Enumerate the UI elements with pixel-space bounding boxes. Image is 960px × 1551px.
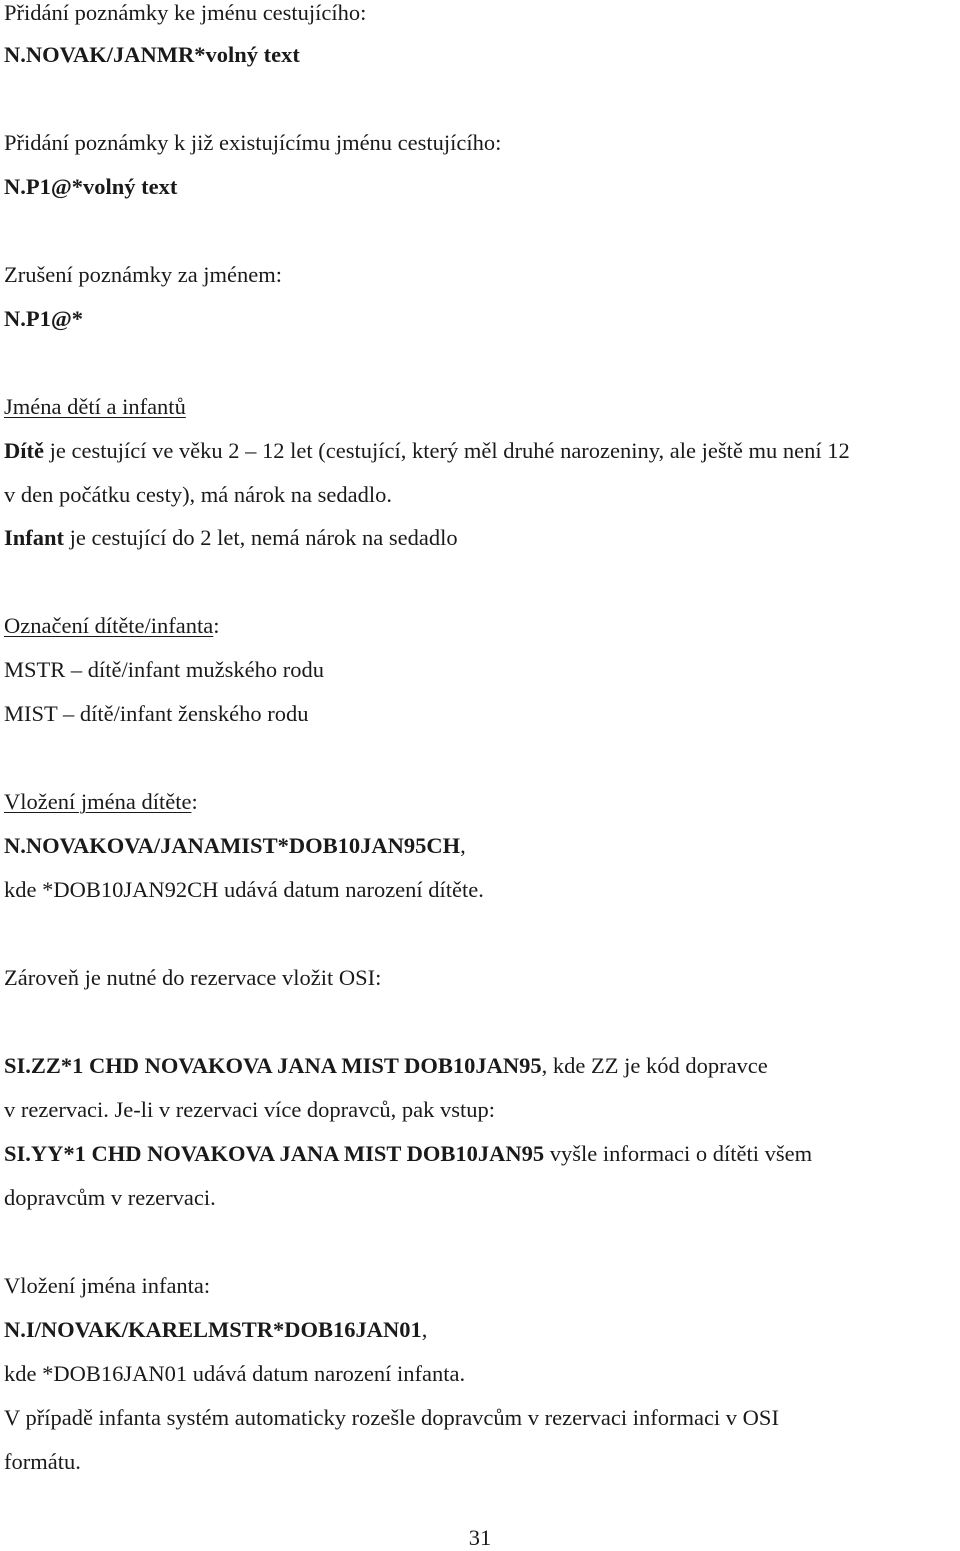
command-example — [4, 306, 83, 332]
section-heading-children-infants: Jména dětí a infantů — [4, 394, 186, 419]
osi-text: , kde ZZ je kód dopravce — [541, 1053, 768, 1078]
mist-definition: MIST – dítě/infant ženského rodu — [4, 701, 309, 726]
infant-osi-note: V případě infanta systém automaticky rozešle dopravcům v rezervaci informaci v OSI — [4, 1405, 779, 1430]
section-heading-add-note-existing: Přidání poznámky k již existujícímu jménu cestujícího: — [4, 130, 502, 155]
command-code: N.P1@*volný text — [4, 174, 178, 199]
heading-colon: : — [213, 613, 220, 638]
infant-term: Infant — [4, 525, 65, 550]
osi-intro: Zároveň je nutné do rezervace vložit OSI: — [4, 965, 382, 990]
infant-definition-text: je cestující do 2 let, nemá nárok na sedadlo — [64, 525, 458, 550]
child-definition-text: je cestující ve věku 2 – 12 let (cestující, který měl druhé narozeniny, ale ještě mu není 12 — [43, 438, 850, 463]
heading-text: Vložení jména dítěte — [4, 789, 192, 814]
section-heading-child-marking — [4, 613, 220, 639]
mstr-definition: MSTR – dítě/infant mužského rodu — [4, 657, 324, 682]
command-example — [4, 833, 466, 859]
command-code: N.I/NOVAK/KARELMSTR*DOB16JAN01 — [4, 1317, 422, 1342]
section-heading-child-name — [4, 789, 198, 815]
infant-osi-note-continued: formátu. — [4, 1449, 81, 1474]
section-heading-infant-name: Vložení jména infanta: — [4, 1273, 211, 1298]
command-suffix: , — [460, 833, 466, 858]
command-code: N.NOVAKOVA/JANAMIST*DOB10JAN95CH — [4, 833, 461, 858]
command-note: kde *DOB16JAN01 udává datum narození infanta. — [4, 1361, 466, 1386]
osi-example-all — [4, 1141, 812, 1167]
osi-text: vyšle informaci o dítěti všem — [544, 1141, 813, 1166]
command-example — [4, 1317, 427, 1343]
infant-definition — [4, 525, 458, 551]
osi-text-continued: dopravcům v rezervaci. — [4, 1185, 216, 1210]
osi-text-continued: v rezervaci. Je-li v rezervaci více dopravců, pak vstup: — [4, 1097, 496, 1122]
command-code: N.NOVAK/JANMR*volný text — [4, 42, 300, 67]
child-definition — [4, 438, 850, 464]
section-heading-add-note: Přidání poznámky ke jménu cestujícího: — [4, 0, 367, 25]
command-note: kde *DOB10JAN92CH udává datum narození dítěte. — [4, 877, 484, 902]
section-heading-cancel-note: Zrušení poznámky za jménem: — [4, 262, 283, 287]
page-number: 31 — [468, 1525, 492, 1550]
command-suffix: , — [421, 1317, 428, 1342]
command-code: SI.ZZ*1 CHD NOVAKOVA JANA MIST DOB10JAN95 — [4, 1053, 542, 1078]
heading-text: Označení dítěte/infanta — [4, 613, 214, 638]
command-code: SI.YY*1 CHD NOVAKOVA JANA MIST DOB10JAN95 — [4, 1141, 545, 1166]
command-example — [4, 174, 177, 200]
child-term: Dítě — [4, 438, 44, 463]
command-example — [4, 42, 300, 68]
child-definition-continued: v den počátku cesty), má nárok na sedadlo. — [4, 482, 392, 507]
command-code: N.P1@* — [4, 306, 84, 331]
osi-example-single — [4, 1053, 768, 1079]
heading-colon: : — [191, 789, 198, 814]
